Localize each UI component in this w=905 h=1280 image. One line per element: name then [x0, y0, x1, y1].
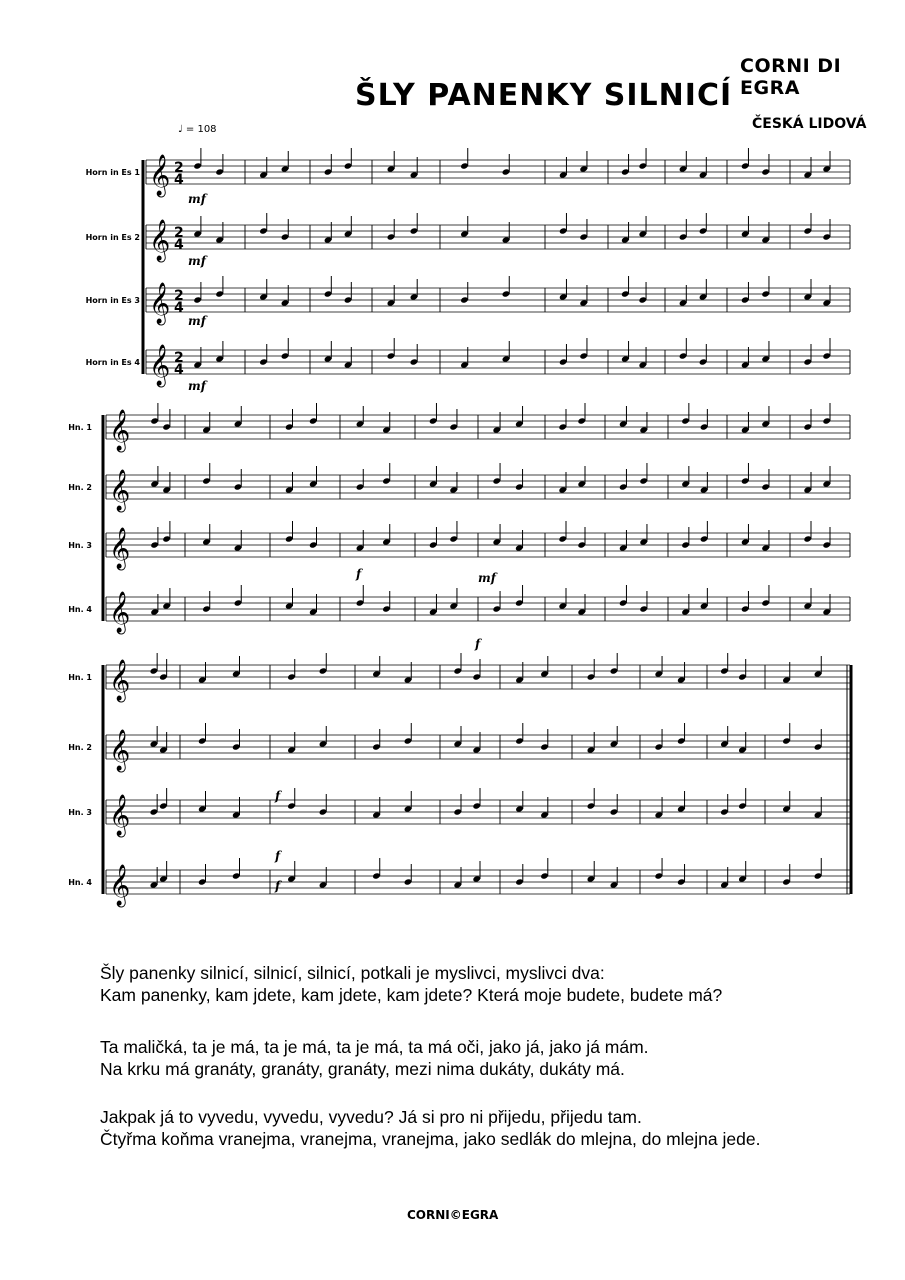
instrument-label: Hn. 3 — [68, 808, 92, 817]
tempo-marking: ♩ = 108 — [178, 124, 217, 135]
lyrics-line: Na krku má granáty, granáty, granáty, mezi nima dukáty, dukáty má. — [100, 1059, 625, 1079]
lyrics-stanza-2 — [100, 1036, 649, 1080]
publisher-name: CORNI DI EGRA — [740, 55, 842, 99]
treble-clef-icon: 𝄞 — [109, 470, 131, 511]
time-signature-bottom: 4 — [174, 362, 184, 378]
treble-clef-icon: 𝄞 — [109, 528, 131, 569]
dynamic-marking: mf — [188, 254, 206, 268]
time-signature-top: 2 — [174, 350, 184, 366]
lyrics-line: Šly panenky silnicí, silnicí, silnicí, potkali je myslivci, myslivci dva: — [100, 963, 605, 983]
dynamic-marking: mf — [188, 379, 206, 393]
dynamic-marking: f — [275, 879, 281, 893]
treble-clef-icon: 𝄞 — [149, 220, 171, 261]
lyrics-line: Ta maličká, ta je má, ta je má, ta je má, ta má oči, jako já, jako já mám. — [100, 1037, 649, 1057]
instrument-label: Horn in Es 2 — [85, 233, 140, 242]
instrument-label: Hn. 2 — [68, 743, 92, 752]
dynamic-marking: f — [475, 637, 481, 651]
instrument-label: Horn in Es 1 — [85, 168, 140, 177]
lyrics-stanza-3 — [100, 1106, 760, 1150]
lyrics-line: Jakpak já to vyvedu, vyvedu, vyvedu? Já si pro ni přijedu, přijedu tam. — [100, 1107, 642, 1127]
time-signature-bottom: 4 — [174, 237, 184, 253]
time-signature-top: 2 — [174, 160, 184, 176]
dynamic-marking: mf — [478, 571, 496, 585]
treble-clef-icon: 𝄞 — [109, 730, 131, 771]
lyrics-stanza-1 — [100, 962, 722, 1006]
instrument-label: Hn. 2 — [68, 483, 92, 492]
dynamic-marking: f — [275, 789, 281, 803]
lyrics-line: Kam panenky, kam jdete, kam jdete, kam jdete? Která moje budete, budete má? — [100, 985, 723, 1005]
dynamic-marking: mf — [188, 192, 206, 206]
instrument-label: Hn. 1 — [68, 673, 92, 682]
footer-copyright: CORNI©EGRA — [407, 1208, 499, 1222]
treble-clef-icon: 𝄞 — [109, 795, 131, 836]
time-signature-top: 2 — [174, 288, 184, 304]
page-title: ŠLY PANENKY SILNICÍ — [355, 78, 733, 113]
instrument-label: Hn. 4 — [68, 605, 92, 614]
dynamic-marking: f — [356, 567, 362, 581]
treble-clef-icon: 𝄞 — [109, 865, 131, 906]
treble-clef-icon: 𝄞 — [149, 155, 171, 196]
treble-clef-icon: 𝄞 — [109, 410, 131, 451]
instrument-label: Hn. 3 — [68, 541, 92, 550]
dynamic-marking: f — [275, 849, 281, 863]
treble-clef-icon: 𝄞 — [149, 345, 171, 386]
time-signature-top: 2 — [174, 225, 184, 241]
time-signature-bottom: 4 — [174, 300, 184, 316]
instrument-label: Hn. 4 — [68, 878, 92, 887]
time-signature-bottom: 4 — [174, 172, 184, 188]
composer-credit: ČESKÁ LIDOVÁ — [752, 116, 867, 132]
instrument-label: Hn. 1 — [68, 423, 92, 432]
dynamic-marking: mf — [188, 314, 206, 328]
treble-clef-icon: 𝄞 — [149, 283, 171, 324]
instrument-label: Horn in Es 3 — [85, 296, 140, 305]
instrument-label: Horn in Es 4 — [85, 358, 140, 367]
treble-clef-icon: 𝄞 — [109, 660, 131, 701]
treble-clef-icon: 𝄞 — [109, 592, 131, 633]
lyrics-line: Čtyřma koňma vranejma, vranejma, vranejma, jako sedlák do mlejna, do mlejna jede. — [100, 1129, 761, 1149]
